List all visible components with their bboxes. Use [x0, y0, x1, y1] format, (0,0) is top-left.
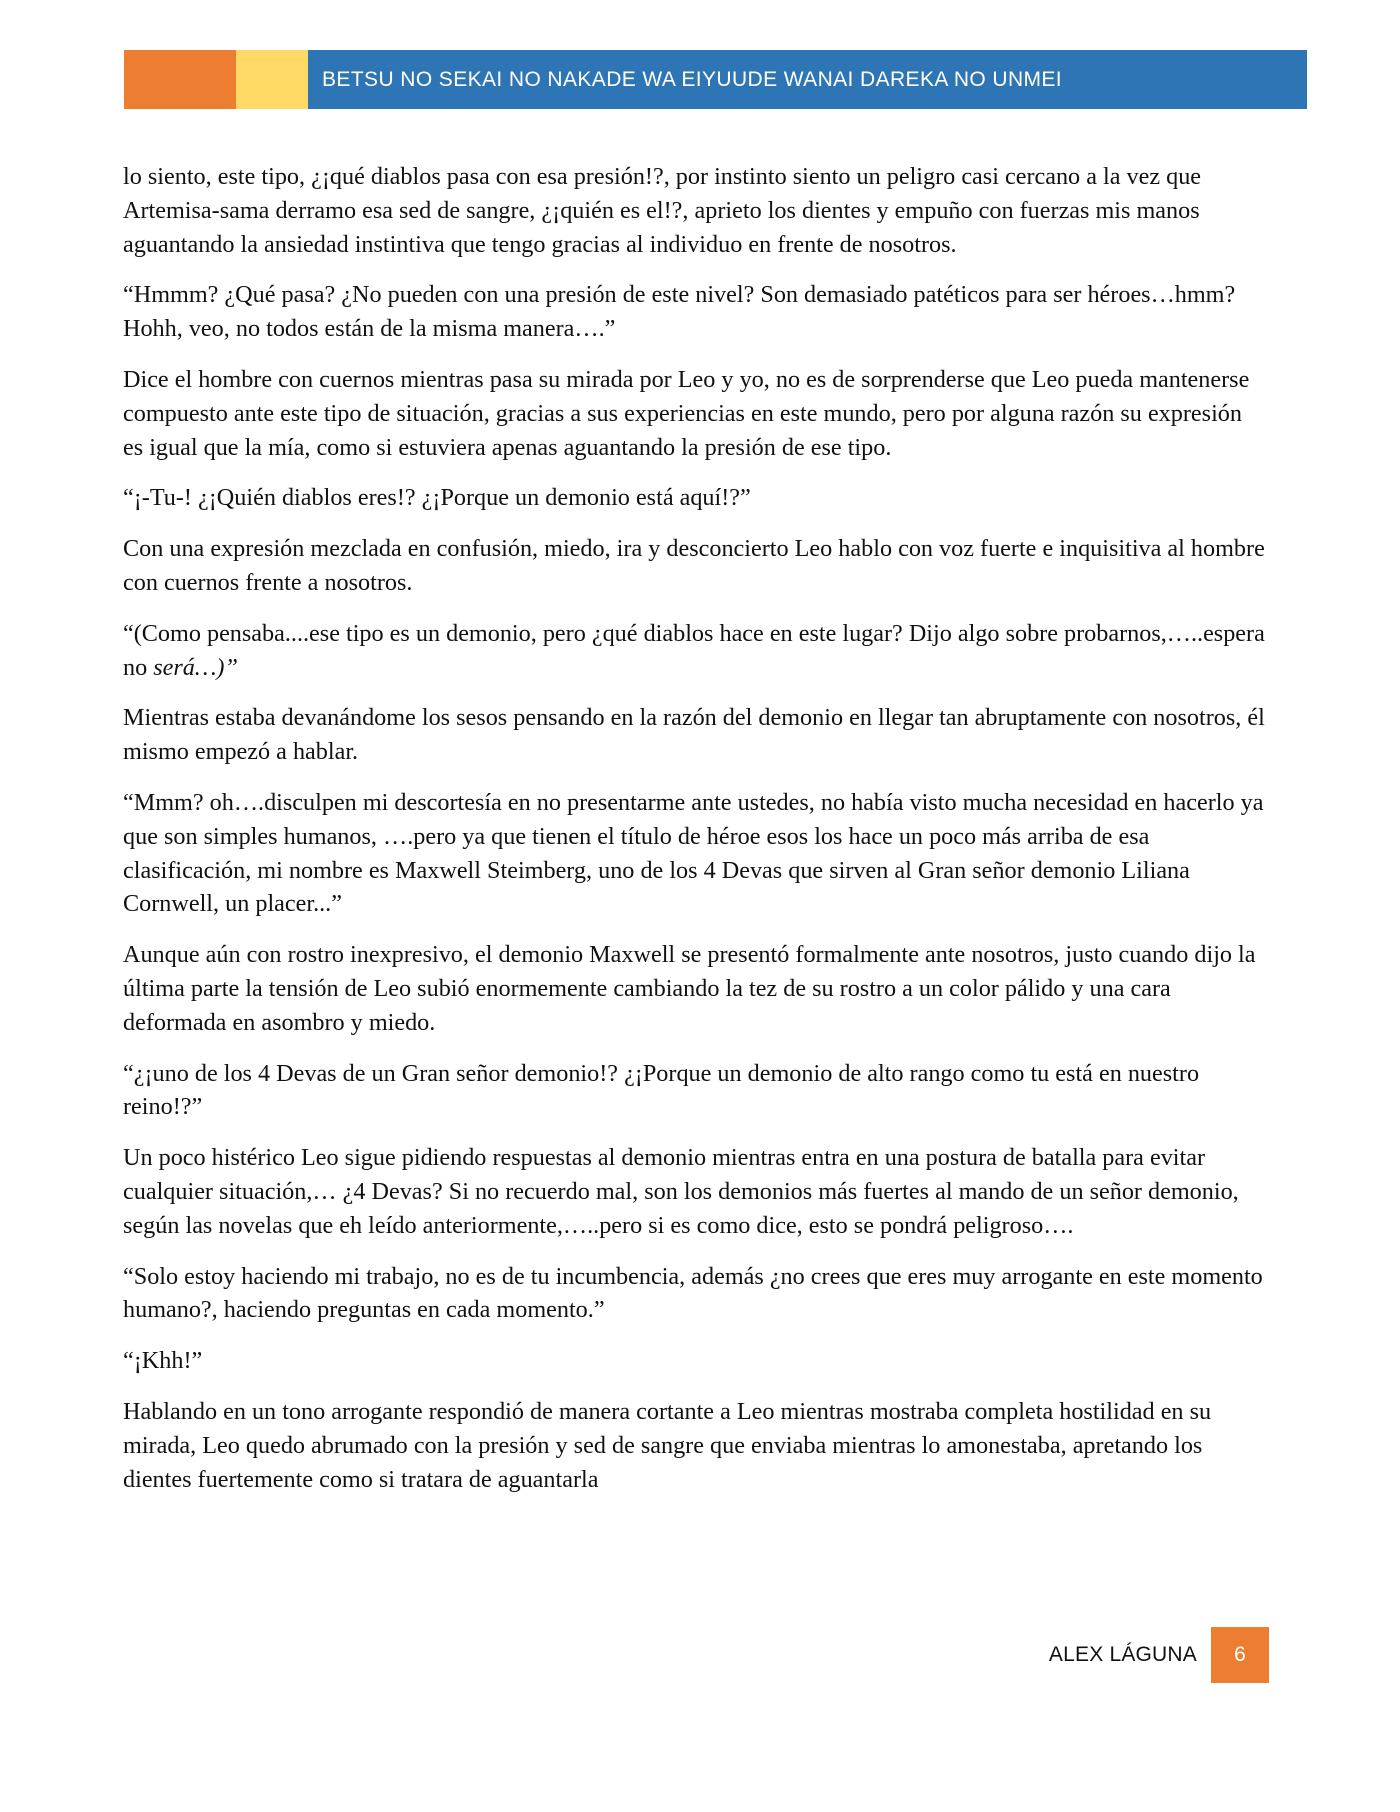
paragraph: “¿¡uno de los 4 Devas de un Gran señor demonio!? ¿¡Porque un demonio de alto rango como tu está en nuestro reino!?” — [123, 1059, 1200, 1121]
page-body — [123, 160, 1268, 1513]
page-number-badge — [1211, 1627, 1269, 1683]
paragraph: “¡-Tu-! ¿¡Quién diablos eres!? ¿¡Porque un demonio está aquí!?” — [123, 484, 751, 512]
paragraph: “¡Khh!” — [123, 1347, 203, 1375]
thought-paragraph — [123, 617, 1268, 685]
paragraph: Mientras estaba devanándome los sesos pensando en la razón del demonio en llegar tan abruptamente con nosotros, él mismo empezó a hablar. — [123, 704, 1265, 766]
paragraph: Hablando en un tono arrogante respondió de manera cortante a Leo mientras mostraba completa hostilidad en su mirada, Leo quedo abrumado con la presión y sed de sangre que enviaba mientras lo amonestaba, apretando los dientes fuertemente como si tratara de aguantarla — [123, 1397, 1212, 1493]
paragraph: “Hmmm? ¿Qué pasa? ¿No pueden con una presión de este nivel? Son demasiado patéticos para ser héroes…hmm? Hohh, veo, no todos están de la misma manera….” — [123, 281, 1236, 343]
header-yellow-block — [236, 50, 308, 109]
page-footer — [1049, 1627, 1269, 1683]
paragraph: Aunque aún con rostro inexpresivo, el demonio Maxwell se presentó formalmente ante nosotros, justo cuando dijo la última parte la tensión de Leo subió enormemente cambiando la tez de su rostro a un color pálido y una cara deformada en asombro y miedo. — [123, 941, 1256, 1036]
paragraph: “Solo estoy haciendo mi trabajo, no es de tu incumbencia, además ¿no crees que eres muy arrogante en este momento humano?, haciendo preguntas en cada momento.” — [123, 1262, 1263, 1324]
paragraph: Un poco histérico Leo sigue pidiendo respuestas al demonio mientras entra en una postura de batalla para evitar cualquier situación,… ¿4 Devas? Si no recuerdo mal, son los demonios más fuertes al mando de un señor demonio, según las novelas que eh leído anteriormente,…..pero si es como dice, esto se pondrá peligroso…. — [123, 1144, 1239, 1239]
author-name: ALEX LÁGUNA — [1048, 1643, 1197, 1666]
header-title-bar — [308, 50, 1307, 109]
thought-text: “(Como pensaba....ese tipo es un demonio, pero ¿qué diablos hace en este lugar? Dijo algo sobre probarnos,…..espera no — [123, 619, 1265, 681]
page-header — [124, 50, 1307, 109]
header-orange-block — [124, 50, 236, 109]
paragraph: Dice el hombre con cuernos mientras pasa su mirada por Leo y yo, no es de sorprenderse que Leo pueda mantenerse compuesto ante este tipo de situación, gracias a sus experiencias en este mundo, pero por alguna razón su expresión es igual que la mía, como si estuviera apenas aguantando la presión de ese tipo. — [123, 365, 1250, 461]
page-number: 6 — [1234, 1643, 1246, 1666]
paragraph: lo siento, este tipo, ¿¡qué diablos pasa con esa presión!?, por instinto siento un peligro casi cercano a la vez que Artemisa-sama derramo esa sed de sangre, ¿¡quién es el!?, aprieto los dientes y empuño con fuerzas mis manos aguantando la ansiedad instintiva que tengo gracias al individuo en frente de nosotros. — [123, 163, 1202, 258]
paragraph: Con una expresión mezclada en confusión, miedo, ira y desconcierto Leo hablo con voz fuerte e inquisitiva al hombre con cuernos frente a nosotros. — [123, 535, 1265, 596]
paragraph: “Mmm? oh….disculpen mi descortesía en no presentarme ante ustedes, no había visto mucha necesidad en hacerlo ya que son simples humanos, ….pero ya que tienen el título de héroe esos los hace un poco más arriba de esa clasificación, mi nombre es Maxwell Steimberg, uno de los 4 Devas que sirven al Gran señor demonio Liliana Cornwell, un placer...” — [123, 788, 1264, 918]
thought-italic: será…)” — [153, 653, 238, 681]
book-title: BETSU NO SEKAI NO NAKADE WA EIYUUDE WANAI DAREKA NO UNMEI — [322, 67, 1063, 91]
